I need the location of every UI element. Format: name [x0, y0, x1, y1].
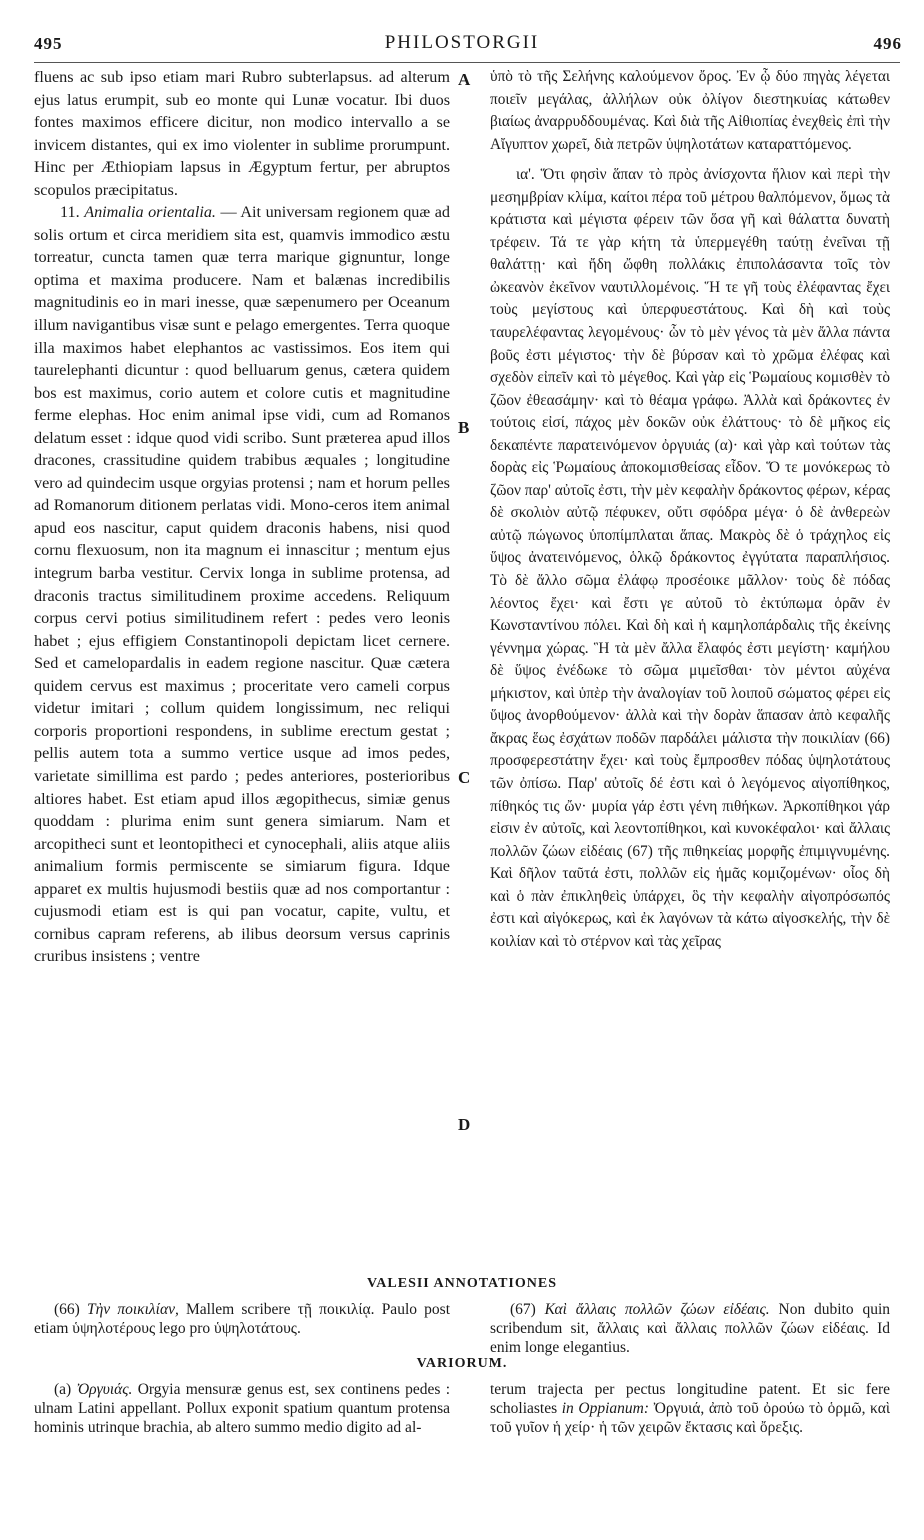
valesii-note-67 [490, 1300, 890, 1357]
header-rule [34, 62, 900, 63]
note-text: Orgyia mensuræ genus est, sex continens pedes : ulnam Latini appellant. Pollux exponit spatium quantum protensa hominis utrinque brachia, ab altero summo medio digito ad al- [34, 1381, 451, 1436]
page-number-right: 496 [873, 34, 902, 53]
note-label: (67) [510, 1301, 536, 1318]
valesii-title: VALESII ANNOTATIONES [366, 1276, 557, 1291]
note-text: Non dubito quin scribendum sit, ἄλλαις καὶ ἄλλαις πολλῶν ζώων εἰδέαις. Id enim longe elegantius. [490, 1301, 891, 1356]
note-label: (a) [54, 1381, 72, 1398]
margin-mark-d: D [458, 1115, 471, 1134]
running-title: PHILOSTORGII [384, 32, 540, 53]
latin-paragraph-2-text: — Ait universam regionem quæ ad solis ortum et circa meridiem sita est, quamvis immodico æstu torreatur, cuncta tamen quæ terra marique gignuntur, longe optima et maxima producere. Nam et balænas incredibilis magnitudinis eo in mari inesse, quæ sæpenumero per Oceanum illum navigantibus visæ sunt e pelago emergentes. Terra quoque illa maximos habet elephantos ac vastissimos. Eos item qui taurelephanti dicuntur : quod belluarum genus, cætera quidem bos est maximus, corio autem et colore cutis et magnitudine ferme elephas. Hoc enim animal ipse vidi, cum ad Romanos delatum esset : idque quod vidi scribo. Sunt præterea apud illos dracones, crassitudine quidem trabibus æquales ; longitudine vero ad quindecim usque orgyias protensi ; nam et horum pelles ad Romanorum ditionem perlatas vidi. Mono-ceros item animal apud eos nascitur, caput quidem draconis habens, nisi quod cornu flexuosum, non ita magnum ei innascitur ; mentum ejus integrum barba vestitur. Cervix longa in sublime protensa, ad draconis tractus similitudinem proxime accedens. Reliquum corpus cervi potius similitudinem refert : pedes vero leonis habet ; ejus effigiem Constantinopoli depictam licet cernere. Sed et camelopardalis in eadem regione nascitur. Quæ cætera quidem cervus est maximus ; proceritate vero cameli corpus videtur imitari ; collum quidem longissimum, nec reliqui corporis proportioni respondens, in sublime erectum gestat ; pellis autem tota a summo vertice usque ad imos pedes, varietate simillima est pardo ; pedes anteriores, posterioribus altiores habet. Est etiam apud illos ægopithecus, simiæ genus quoddam : plurima enim sunt genera simiarum. Nam et arcopitheci sunt et leontopitheci et cynocephali, aliis atque aliis animalium formis permiscente se simiarum figura. Idque apparet ex multis hujusmodi bestiis quæ ad nos comportantur : cujusmodi etiam est is qui pan vocatur, capite, vultu, et cornibus capram referens, ab ilibus deorsum versus caprinis cruribus insistens ; ventre [34, 203, 451, 966]
latin-paragraph-2 [34, 201, 450, 968]
note-text: Mallem scribere τῇ ποικιλίᾳ. Paulo post etiam ὑψηλοτέρους lego pro ὑψηλοτάτους. [34, 1301, 451, 1337]
note-reference: in Oppianum: [561, 1400, 649, 1417]
page-header [0, 28, 924, 58]
greek-paragraph-1: ὑπὸ τὸ τῆς Σελήνης καλούμενον ὄρος. Ἐν ᾧ δύο πηγὰς λέγεται ποιεῖν μεγάλας, ἀλλήλων οὐκ ὀλίγον διεστηκυίας κάτωθεν βιαίως ἀναρρυδδουμένας. Καὶ διὰ τῆς Αἰθιοπίας ἐνεχθεὶς ἐπὶ τὴν Αἴγυπτον χωρεῖ, διὰ πετρῶν ὑψηλοτάτων καταραττόμενος. [490, 68, 890, 153]
variorum-note-a-right [490, 1380, 890, 1437]
note-lemma: Ὀργυιάς. [76, 1381, 133, 1398]
valesii-note-66 [34, 1300, 450, 1338]
note-lemma: Τὴν ποικιλίαν, [87, 1301, 179, 1318]
section-number: 11. [60, 203, 80, 222]
note-label: (66) [54, 1301, 80, 1318]
variorum-note-a-left [34, 1380, 450, 1437]
margin-mark-b: B [458, 418, 470, 437]
note-text: terum trajecta per pectus longitudine patent. Et sic fere scholiastes [490, 1381, 890, 1417]
note-lemma: Καὶ ἄλλαις πολλῶν ζώων εἰδέαις. [544, 1301, 770, 1318]
note-text: Ὀργυιά, ἀπὸ τοῦ ὀρούω τὸ ὁρμῶ, καὶ τοῦ γυῖον ἡ χείρ· ἡ τῶν χειρῶν ἔκτασις καὶ ὄρεξις. [490, 1400, 890, 1436]
greek-paragraph-2: ια'. Ὅτι φησὶν ἅπαν τὸ πρὸς ἀνίσχοντα ἥλιον καὶ περὶ τὴν μεσημβρίαν κλίμα, καίτοι πέρα τοῦ μέτρου θαλπόμενον, ὅμως τὰ κράτιστα καὶ μέγιστα φέρειν τῶν ὅσα γῆ καὶ θάλαττα δυνατὴ τρέφειν. Τά τε γὰρ κήτη τὰ ὑπερμεγέθη ταύτῃ ἐνεῖναι τῇ θαλάττῃ· καὶ ἤδη ὤφθη πολλάκις ἐπιπολάσαντα τοῖς τὸν ὠκεανὸν ἐκεῖνον ναυτιλλομένοις. Ἥ τε γῆ τοὺς ἐλέφαντας ἔχει τοὺς μεγίστους καὶ ὑπερφυεστάτους. Καὶ δὴ καὶ τοὺς ταυρελέφαντας λεγομένους· ὧν τὸ μὲν γένος τὰ μὲν ἄλλα πάντα βοῦς ἐστι μέγιστος· τὴν δὲ βύρσαν καὶ τὸ χρῶμα ἐλέφας καὶ σχεδὸν εἰπεῖν καὶ τὸ μέγεθος. Καὶ γὰρ εἰς Ῥωμαίους κομισθὲν τὸ ζῶον ἐθεασάμην· καὶ τὸ θέαμα γράφω. Ἀλλὰ καὶ δράκοντες ἐν τούτοις εἰσί, πάχος μὲν δοκῶν οὐκ ἐλάττους· τὸ δὲ μῆκος εἰς δεκαπέντε παρατεινόμενον ὀργυιάς (α)· καὶ γὰρ καὶ τούτων τὰς δορὰς εἰς Ῥωμαίους ἀποκομισθείσας εἶδον. Ὅ τε μονόκερως τὸ ζῶον παρ' αὐτοῖς ἐστι, τὴν μὲν κεφαλὴν δράκοντος φέρων, κέρας δὲ σκολιὸν αὐτῷ πέφυκεν, οὔτι σφόδρα μέγα· ὁ δὲ ἀνθερεὼν αὐτῷ πώγωνος ὑποπίμπλαται ἅπας. Μακρὸς δὲ ὁ τράχηλος εἰς ὕψος ἀνατεινόμενος, ὁλκῷ δράκοντος ἐγγύτατα παραπλήσιος. Τὸ δὲ ἄλλο σῶμα ἐλάφῳ προσέοικε μᾶλλον· τοὺς δὲ πόδας λέοντος ἔχει· καὶ ἔστι γε αὐτοῦ τὸ ἐκτύπωμα ὁρᾶν ἐν Κωνσταντίνου πόλει. Καὶ δὴ καὶ ἡ καμηλοπάρδαλις τῆς ἐκείνης γέννημα χώρας. Ἣ τὰ μὲν ἄλλα ἔλαφός ἐστι μεγίστη· καμήλου δὲ ὕψος ἐνέδωκε τὸ σῶμα μιμεῖσθαι· τὸν μέντοι αὐχένα μήκιστον, καὶ ὑπὲρ τὴν ἀναλογίαν τοῦ λοιποῦ σώματος φέρει εἰς ὕψος ἀνορθούμενον· ἀλλὰ καὶ τὴν δορὰν ἅπασαν ἀπὸ κεφαλῆς ἄκρας ἕως ἐσχάτων ποδῶν παρδάλει μάλιστα τὴν ποικιλίαν (66) προσφερεστάτην ἔχει· καὶ τοὺς ἔμπροσθεν πόδας ὑψηλοτάτους τῶν ὀπίσω. Παρ' αὐτοῖς δέ ἐστι καὶ ὁ λεγόμενος αἰγοπίθηκος, πίθηκός τις ὤν· μυρία γάρ ἐστι γένη πιθήκων. Ἀρκοπίθηκοι γάρ εἰσιν ἐν αὐτοῖς, καὶ λεοντοπίθηκοι, καὶ κυνοκέφαλοι· καὶ ἄλλαις πολλῶν ζώων εἰδέαις (67) τῆς πιθηκείας μορφῆς ἐπιμιγνυμένης. Καὶ δῆλον ταῦτά ἐστι, πολλῶν εἰς ἡμᾶς κομιζομένων· οἷος δὴ καὶ ὁ πὰν ἐπικληθεὶς ὑπάρχει, ὃς τὴν κεφαλὴν αἰγοπρόσωπός ἐστι καὶ αἰγόκερως, καὶ ἐκ λαγόνων τὰ κάτω αἰγοσκελής, τὴν δὲ κοιλίαν καὶ τὸ στέρνον καὶ τὰς χεῖρας [490, 166, 891, 950]
margin-mark-c: C [458, 768, 471, 787]
page-number-left: 495 [34, 34, 63, 53]
margin-mark-a: A [458, 70, 471, 89]
variorum-title: VARIORUM. [416, 1356, 508, 1371]
greek-column [490, 66, 890, 953]
latin-paragraph-1: fluens ac sub ipso etiam mari Rubro subterlapsus. ad alterum ejus latus erumpit, sub eo monte qui Lunæ vocatur. Ibi duos fontes maximos efficere dicitur, non modico intervallo a se invicem distantes, qui ex imo violenter in sublime prorumpunt. Hinc per Æthiopiam lapsus in Ægyptum fertur, per abruptos scopulos præcipitatus. [34, 68, 450, 199]
section-heading: Animalia orientalia. [84, 203, 216, 222]
latin-column [34, 66, 450, 968]
